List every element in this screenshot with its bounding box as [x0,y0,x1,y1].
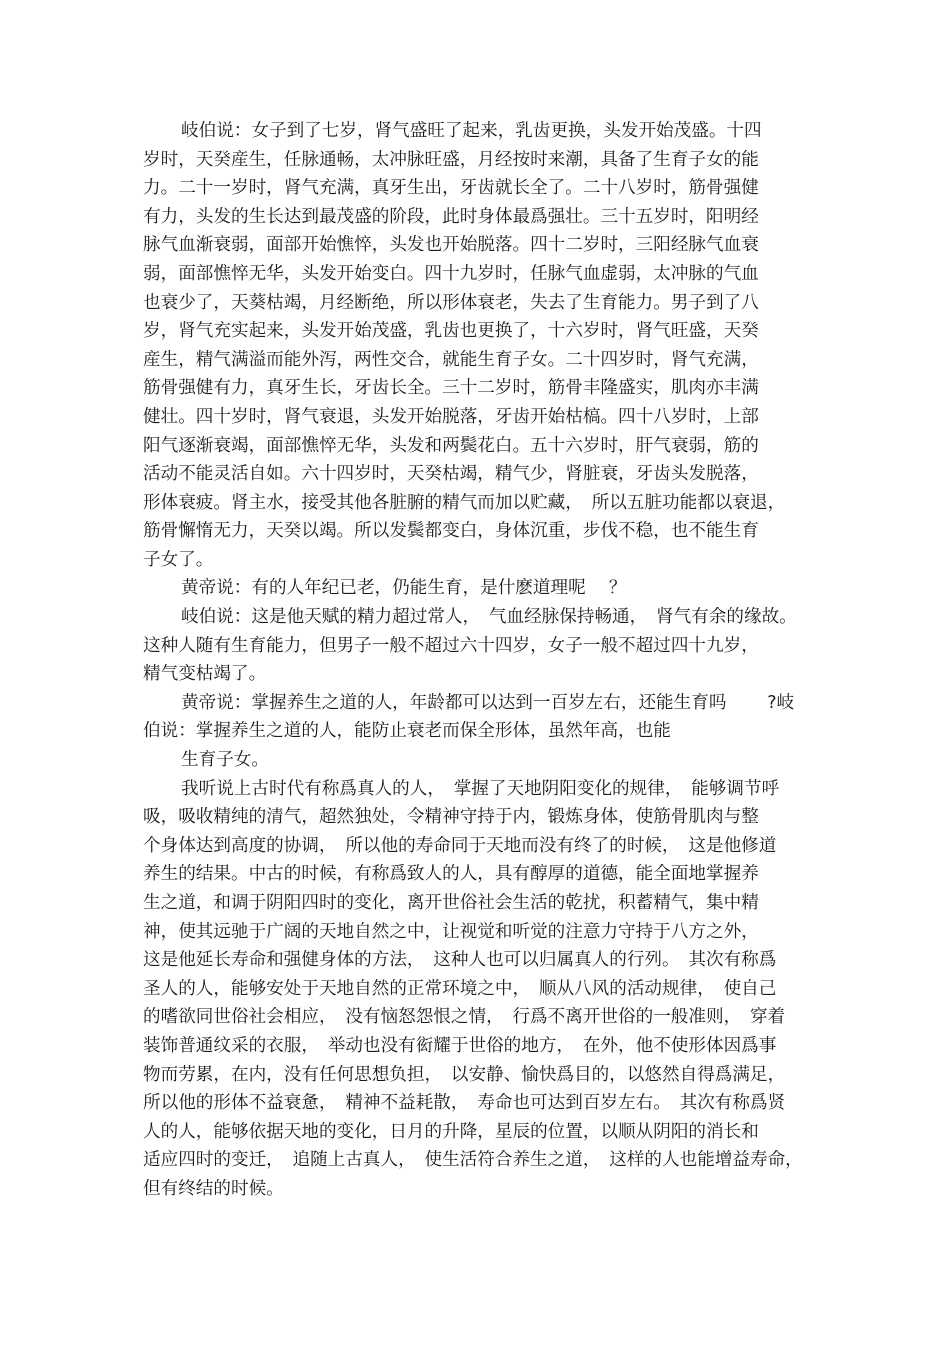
text-line: 生之道，和调于阴阳四时的变化，离开世俗社会生活的乾扰，积蓄精气，集中精 [143,893,759,913]
text-line: 岐伯说：女子到了七岁，肾气盛旺了起来，乳齿更换，头发开始茂盛。十四 [181,121,762,141]
text-line: 生育子女。 [181,750,269,770]
text-line: 精气变枯竭了。 [143,664,267,684]
text-line: 这种人随有生育能力，但男子一般不超过六十四岁，女子一般不超过四十九岁， [143,636,759,656]
text-line: 物而劳累，在内，没有任何思想负担， 以安静、愉快爲目的，以悠然自得爲满足， [143,1065,786,1085]
text-line: 筋骨懈惰无力，天癸以竭。所以发鬓都变白，身体沉重，步伐不稳，也不能生育 [143,521,759,541]
text-line: 力。二十一岁时，肾气充满，真牙生出，牙齿就长全了。二十八岁时，筋骨强健 [143,178,759,198]
text-line: 这是他延长寿命和强健身体的方法， 这种人也可以归属真人的行列。 其次有称爲 [143,950,777,970]
text-line: 岐伯说：这是他天赋的精力超过常人， 气血经脉保持畅通， 肾气有余的缘故。 [181,607,797,627]
text-line: 活动不能灵活自如。六十四岁时，天癸枯竭，精气少，肾脏衰，牙齿头发脱落， [143,464,759,484]
text-line: 也衰少了，天葵枯竭，月经断绝，所以形体衰老，失去了生育能力。男子到了八 [143,293,759,313]
text-line: 养生的结果。中古的时候，有称爲致人的人，具有醇厚的道德，能全面地掌握养 [143,864,759,884]
text-line: 个身体达到高度的协调， 所以他的寿命同于天地而没有终了的时候， 这是他修道 [143,836,777,856]
text-line: 形体衰疲。肾主水，接受其他各脏腑的精气而加以贮藏， 所以五脏功能都以衰退， [143,493,786,513]
text-line: 岁，肾气充实起来，头发开始茂盛，乳齿也更换了，十六岁时，肾气旺盛，天癸 [143,321,759,341]
text-line: 装饰普通纹采的衣服， 举动也没有衒耀于世俗的地方， 在外，他不使形体因爲事 [143,1036,777,1056]
text-line: 的嗜欲同世俗社会相应， 没有恼怒怨恨之情， 行爲不离开世俗的一般准则， 穿着 [143,1007,786,1027]
text-line: 适应四时的变迁， 追随上古真人， 使生活符合养生之道， 这样的人也能增益寿命， [143,1150,803,1170]
text-line: 筋骨强健有力，真牙生长，牙齿长全。三十二岁时，筋骨丰隆盛实，肌肉亦丰满 [143,378,759,398]
text-line: 吸，吸收精纯的清气，超然独处，令精神守持于内，锻炼身体，使筋骨肌肉与整 [143,807,759,827]
text-line: 黄帝说：掌握养生之道的人，年龄都可以达到一百岁左右，还能生育吗 ?岐 [181,693,795,713]
text-line: 産生，精气满溢而能外泻，两性交合，就能生育子女。二十四岁时，肾气充满， [143,350,759,370]
text-line: 健壮。四十岁时，肾气衰退，头发开始脱落，牙齿开始枯槁。四十八岁时，上部 [143,407,759,427]
text-line: 脉气血渐衰弱，面部开始憔悴，头发也开始脱落。四十二岁时，三阳经脉气血衰 [143,235,759,255]
text-line: 我听说上古时代有称爲真人的人， 掌握了天地阴阳变化的规律， 能够调节呼 [181,779,780,799]
text-line: 阳气逐渐衰竭，面部憔悴无华，头发和两鬓花白。五十六岁时，肝气衰弱，筋的 [143,436,759,456]
text-line: 弱，面部憔悴无华，头发开始变白。四十九岁时，任脉气血虚弱，太冲脉的气血 [143,264,759,284]
text-line: 所以他的形体不益衰惫， 精神不益耗散， 寿命也可达到百岁左右。 其次有称爲贤 [143,1093,786,1113]
text-line: 子女了。 [143,550,214,570]
text-line: 神，使其远驰于广阔的天地自然之中，让视觉和听觉的注意力守持于八方之外， [143,922,759,942]
text-line: 岁时，天癸産生，任脉通畅，太冲脉旺盛，月经按时来潮，具备了生育子女的能 [143,150,759,170]
text-line: 黄帝说：有的人年纪已老，仍能生育，是什麽道理呢 ？ [181,578,627,598]
text-line: 圣人的人，能够安处于天地自然的正常环境之中， 顺从八风的活动规律， 使自己 [143,979,777,999]
text-line: 伯说：掌握养生之道的人，能防止衰老而保全形体，虽然年高，也能 [143,721,671,741]
text-line: 人的人，能够依据天地的变化，日月的升降，星辰的位置，以顺从阴阳的消长和 [143,1122,759,1142]
text-line: 但有终结的时候。 [143,1179,284,1199]
text-line: 有力，头发的生长达到最茂盛的阶段，此时身体最爲强壮。三十五岁时，阳明经 [143,207,759,227]
